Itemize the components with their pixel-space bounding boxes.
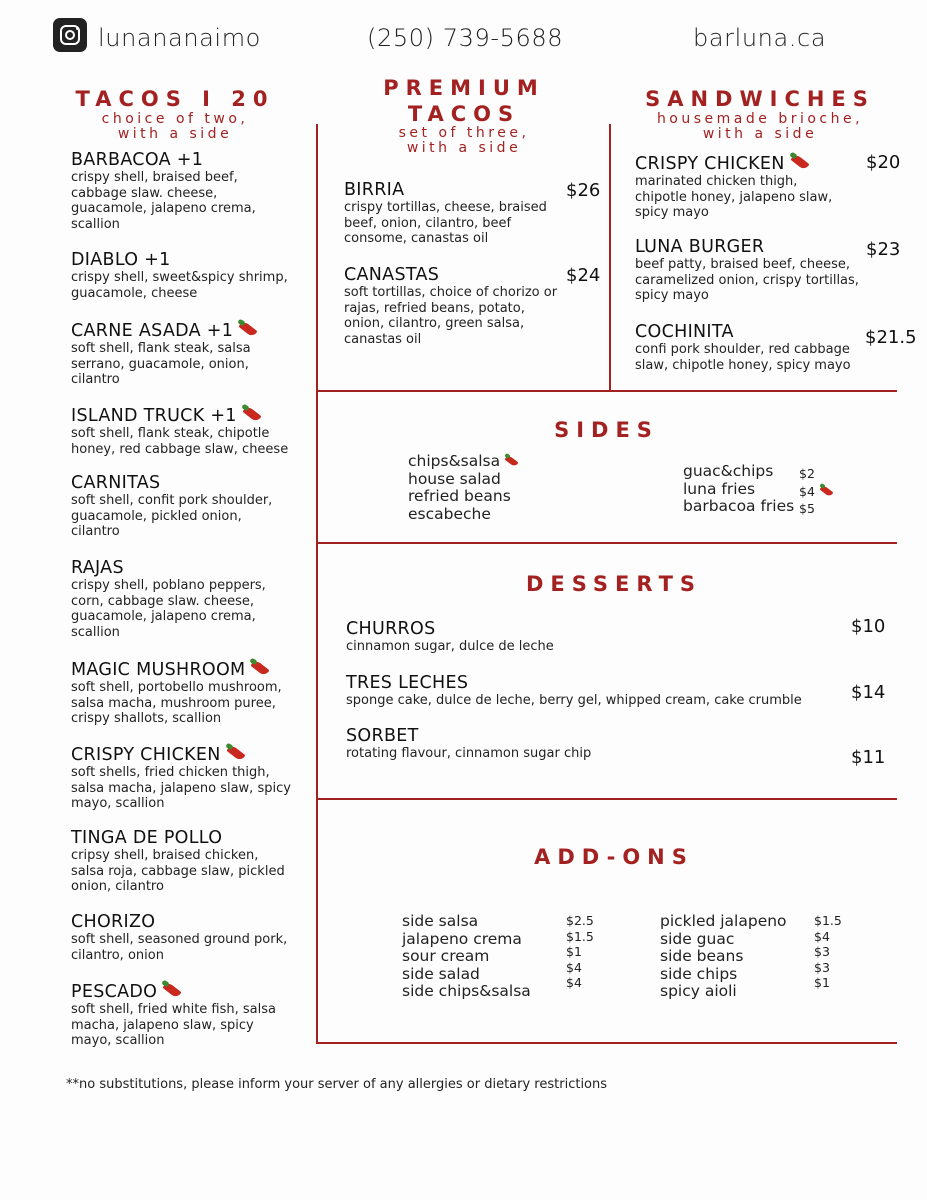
taco-name-text: RAJAS xyxy=(71,558,124,578)
sandwiches-subtitle-1: housemade brioche, xyxy=(656,111,864,127)
side-item xyxy=(408,471,519,489)
taco-item-name xyxy=(71,404,311,426)
taco-name-text: MAGIC MUSHROOM xyxy=(71,660,246,680)
premium-item-name: BIRRIA xyxy=(344,180,405,200)
addon-price: $1 xyxy=(566,944,582,960)
sandwich-item-price: $23 xyxy=(866,239,901,260)
taco-item-desc: soft shell, flank steak, salsa serrano, guacamole, onion, cilantro xyxy=(71,341,251,388)
addons-right-list xyxy=(660,913,787,1001)
addon-price: $4 xyxy=(566,959,582,975)
instagram-icon xyxy=(53,18,87,52)
taco-name-text: ISLAND TRUCK +1 xyxy=(71,406,237,426)
sandwich-item-name xyxy=(635,322,875,342)
taco-item-name xyxy=(71,912,311,932)
premium-title-1: PREMIUM xyxy=(383,76,545,100)
taco-item xyxy=(71,473,311,540)
website: barluna.ca xyxy=(693,24,827,52)
sandwich-item-desc: marinated chicken thigh, chipotle honey, jalapeno slaw, spicy mayo xyxy=(635,174,833,221)
taco-item-name xyxy=(71,743,311,765)
sides-right-list xyxy=(683,463,794,516)
taco-item-desc: cripsy shell, braised chicken, salsa roja, cabbage slaw, pickled onion, cilantro xyxy=(71,848,285,895)
taco-item-desc: soft shell, confit pork shoulder, guacamole, pickled onion, cilantro xyxy=(71,493,273,540)
addon-item: jalapeno crema xyxy=(402,929,522,948)
taco-name-text: CARNITAS xyxy=(71,473,161,493)
addon-price: $1.5 xyxy=(566,928,594,944)
addons-right-prices xyxy=(814,913,842,991)
sandwiches-title: SANDWICHES xyxy=(645,87,875,111)
taco-item xyxy=(71,828,311,895)
chili-pepper-icon xyxy=(248,658,270,678)
chili-pepper-icon xyxy=(236,319,258,339)
premium-item-price: $26 xyxy=(566,180,601,201)
sandwich-item xyxy=(635,237,875,304)
dessert-item xyxy=(346,619,846,655)
chili-pepper-icon xyxy=(818,483,834,498)
sides-right-prices xyxy=(799,465,834,518)
sides-left-list xyxy=(408,453,519,523)
sandwich-item-price: $20 xyxy=(866,152,901,173)
side-item: barbacoa fries xyxy=(683,497,795,515)
addon-price: $1.5 xyxy=(814,913,842,928)
dessert-item-desc: cinnamon sugar, dulce de leche xyxy=(346,639,554,655)
taco-item-desc: crispy shell, poblano peppers, corn, cabbage slaw. cheese, guacamole, jalapeno crema, scallion xyxy=(71,578,266,640)
side-item xyxy=(408,453,519,471)
chili-pepper-icon xyxy=(503,453,519,468)
taco-item xyxy=(71,558,311,641)
dessert-item-name: CHURROS xyxy=(346,619,436,639)
sandwich-item-desc: beef patty, braised beef, cheese, caramelized onion, crispy tortillas, spicy mayo xyxy=(635,257,859,304)
taco-item-desc: soft shell, fried white fish, salsa macha, jalapeno slaw, spicy mayo, scallion xyxy=(71,1002,276,1049)
chili-pepper-icon xyxy=(240,404,262,424)
side-price-value: $5 xyxy=(799,501,815,516)
taco-item-name xyxy=(71,250,311,270)
desserts-title: DESSERTS xyxy=(525,572,703,596)
side-item xyxy=(408,506,519,524)
instagram-handle: lunananaimo xyxy=(98,24,261,52)
side-price-value: $4 xyxy=(799,483,815,499)
sandwiches-subtitle-2: with a side xyxy=(702,125,818,142)
addon-item: side beans xyxy=(660,947,744,965)
premium-subtitle-1: set of three, xyxy=(398,125,530,141)
sandwich-item-name xyxy=(635,152,875,174)
taco-item-name xyxy=(71,558,311,578)
dessert-item-name: SORBET xyxy=(346,726,419,746)
tacos-subtitle-2: with a side xyxy=(117,125,233,142)
addon-item: side chips&salsa xyxy=(402,982,531,1000)
taco-item xyxy=(71,404,311,457)
addon-price: $4 xyxy=(566,975,582,991)
taco-item-name xyxy=(71,828,311,848)
premium-item-price: $24 xyxy=(566,265,601,286)
taco-item-desc: soft shell, portobello mushroom, salsa macha, mushroom puree, crispy shallots, scallion xyxy=(71,680,282,727)
addon-item: side salsa xyxy=(402,912,479,930)
divider-desserts-top xyxy=(316,542,897,544)
addons-left-list xyxy=(402,913,531,1001)
tacos-subtitle-1: choice of two, xyxy=(101,111,249,127)
premium-item-desc: crispy tortillas, cheese, braised beef, onion, cilantro, beef consome, canastas oil xyxy=(344,200,547,247)
taco-item-desc: soft shell, flank steak, chipotle honey, red cabbage slaw, cheese xyxy=(71,426,289,457)
divider-addons-top xyxy=(316,798,897,800)
divider-mid xyxy=(609,124,611,392)
sandwich-name-text: CRISPY CHICKEN xyxy=(635,154,785,174)
taco-name-text: CRISPY CHICKEN xyxy=(71,745,221,765)
taco-item-name xyxy=(71,658,311,680)
sandwich-item xyxy=(635,152,875,221)
addon-item: side salad xyxy=(402,964,480,983)
addon-price: $1 xyxy=(814,975,830,991)
dessert-item-price: $14 xyxy=(851,682,886,703)
sandwich-item-desc: confi pork shoulder, red cabbage slaw, chipotle honey, spicy mayo xyxy=(635,342,851,373)
taco-name-text: CHORIZO xyxy=(71,912,156,932)
taco-item-name xyxy=(71,319,311,341)
tacos-title: TACOS I 20 xyxy=(75,87,275,111)
sandwiches-header xyxy=(622,89,898,141)
footer-note: **no substitutions, please inform your server of any allergies or dietary restrictions xyxy=(66,1077,608,1092)
sandwich-item-price: $21.5 xyxy=(865,327,917,348)
taco-item-name xyxy=(71,980,311,1002)
addon-price: $2.5 xyxy=(566,913,594,928)
dessert-item-desc: rotating flavour, cinnamon sugar chip xyxy=(346,746,592,762)
side-price xyxy=(799,500,834,518)
side-item-label: escabeche xyxy=(408,504,491,523)
side-price xyxy=(799,465,834,483)
taco-item xyxy=(71,912,311,963)
side-item-label: refried beans xyxy=(408,487,511,505)
taco-name-text: CARNE ASADA +1 xyxy=(71,321,234,341)
addon-item: pickled jalapeno xyxy=(660,912,787,930)
taco-item-desc: soft shells, fried chicken thigh, salsa macha, jalapeno slaw, spicy mayo, scallion xyxy=(71,765,291,812)
side-price-value: $2 xyxy=(799,466,815,481)
taco-name-text: PESCADO xyxy=(71,982,158,1002)
sandwich-item xyxy=(635,322,875,373)
premium-item-desc: soft tortillas, choice of chorizo or rajas, refried beans, potato, onion, cilantro, green salsa, canastas oil xyxy=(344,285,558,347)
dessert-item xyxy=(346,673,846,709)
taco-name-text: BARBACOA +1 xyxy=(71,150,204,170)
dessert-item-desc: sponge cake, dulce de leche, berry gel, whipped cream, cake crumble xyxy=(346,693,802,709)
sandwich-name-text: LUNA BURGER xyxy=(635,237,765,257)
premium-subtitle-2: with a side xyxy=(406,139,522,156)
side-item xyxy=(408,488,519,506)
addon-price: $3 xyxy=(814,944,830,960)
taco-item xyxy=(71,250,311,301)
taco-item xyxy=(71,658,311,727)
divider-bottom xyxy=(316,1042,897,1044)
addons-left-prices xyxy=(566,913,594,991)
premium-header xyxy=(320,78,608,155)
taco-item-desc: crispy shell, braised beef, cabbage slaw. cheese, guacamole, jalapeno crema, scallion xyxy=(71,170,256,232)
sides-title: SIDES xyxy=(554,418,659,442)
taco-item xyxy=(71,743,311,812)
chili-pepper-icon xyxy=(788,152,810,172)
addon-item: side chips xyxy=(660,964,738,983)
taco-item xyxy=(71,319,311,388)
premium-item-name: CANASTAS xyxy=(344,265,440,285)
taco-item xyxy=(71,980,311,1049)
premium-title-2: TACOS xyxy=(407,102,521,126)
addon-item: spicy aioli xyxy=(660,982,737,1000)
taco-item-name xyxy=(71,150,311,170)
divider-sides-top xyxy=(316,390,897,392)
dessert-item-price: $10 xyxy=(851,616,886,637)
addon-item: sour cream xyxy=(402,947,490,965)
addon-item: side guac xyxy=(660,929,735,948)
tacos-header xyxy=(40,89,310,141)
chili-pepper-icon xyxy=(160,980,182,1000)
side-item: luna fries xyxy=(683,479,756,498)
taco-name-text: DIABLO +1 xyxy=(71,250,171,270)
side-item: guac&chips xyxy=(683,462,774,480)
side-item-label: house salad xyxy=(408,469,501,488)
addons-title: ADD-ONS xyxy=(534,845,694,869)
dessert-item xyxy=(346,726,846,762)
taco-item-desc: crispy shell, sweet&spicy shrimp, guacamole, cheese xyxy=(71,270,288,301)
sandwich-name-text: COCHINITA xyxy=(635,322,734,342)
side-item-label: chips&salsa xyxy=(408,452,501,470)
taco-item-name xyxy=(71,473,311,493)
addon-price: $3 xyxy=(814,959,830,975)
taco-item xyxy=(71,150,311,233)
dessert-item-price: $11 xyxy=(851,747,886,768)
addon-price: $4 xyxy=(814,928,830,944)
side-price xyxy=(799,483,834,501)
taco-name-text: TINGA DE POLLO xyxy=(71,828,223,848)
taco-item-desc: soft shell, seasoned ground pork, cilantro, onion xyxy=(71,932,288,963)
phone-number: (250) 739-5688 xyxy=(367,24,564,52)
dessert-item-name: TRES LECHES xyxy=(346,673,469,693)
chili-pepper-icon xyxy=(224,743,246,763)
sandwich-item-name xyxy=(635,237,875,257)
